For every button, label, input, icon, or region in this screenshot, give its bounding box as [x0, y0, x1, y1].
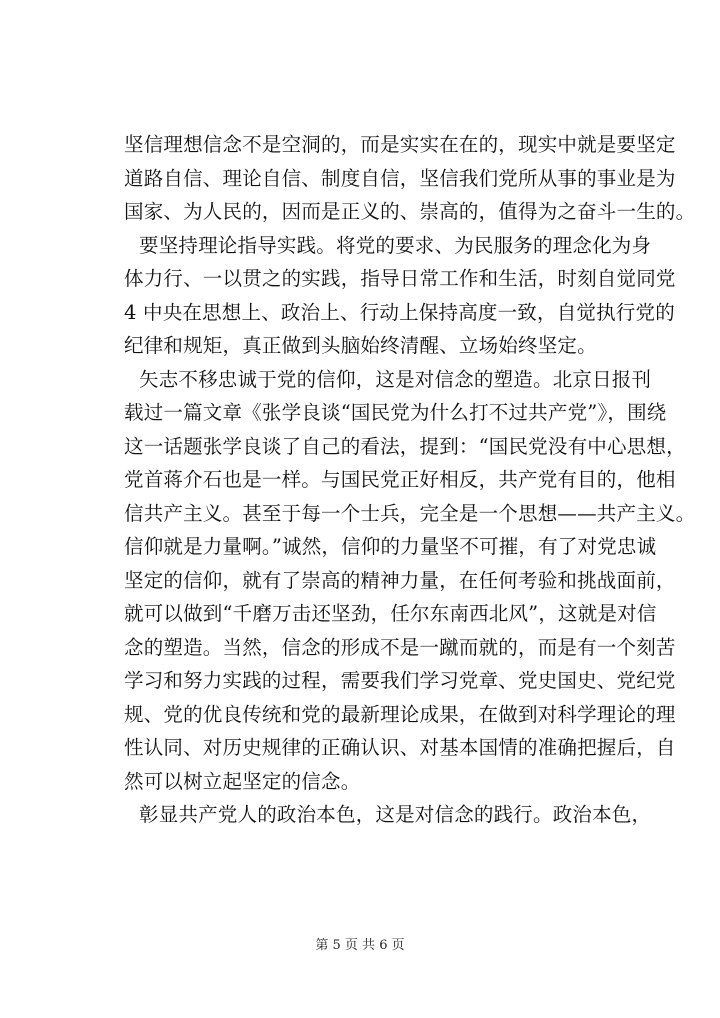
text-line: 纪律和规矩，真正做到头脑始终清醒、立场始终坚定。	[124, 334, 597, 357]
paragraph-start-line: 要坚持理论指导实践。将党的要求、为民服务的理念化为身	[139, 233, 652, 257]
text-line: 就可以做到“千磨万击还坚劲，任尔东南西北风”，这就是对信	[124, 602, 657, 625]
text-line: 国家、为人民的，因而是正义的、崇高的，值得为之奋斗一生的。	[124, 200, 696, 223]
text-line: 党首蒋介石也是一样。与国民党正好相反，共产党有目的，他相	[124, 468, 676, 491]
text-line: 信仰就是力量啊。”诚然，信仰的力量坚不可摧，有了对党忠诚	[124, 535, 657, 558]
text-line: 4 中央在思想上、政治上、行动上保持高度一致，自觉执行党的	[124, 300, 675, 324]
paragraph-start-line: 矢志不移忠诚于党的信仰，这是对信念的塑造。北京日报刊	[139, 367, 652, 391]
text-line: 坚信理想信念不是空洞的，而是实实在在的，现实中就是要坚定	[124, 133, 676, 156]
text-line: 道路自信、理论自信、制度自信，坚信我们党所从事的事业是为	[124, 166, 676, 190]
text-line: 坚定的信仰，就有了崇高的精神力量，在任何考验和挑战面前，	[124, 568, 676, 592]
text-line: 然可以树立起坚定的信念。	[124, 769, 361, 793]
text-line: 信共产主义。甚至于每一个士兵，完全是一个思想——共产主义。	[124, 501, 696, 525]
body-text	[124, 128, 696, 832]
text-line: 性认同、对历史规律的正确认识、对基本国情的准确把握后，自	[124, 736, 676, 759]
text-line: 体力行、一以贯之的实践，指导日常工作和生活，时刻自觉同党	[124, 267, 676, 290]
text-line: 念的塑造。当然，信念的形成不是一蹴而就的，而是有一个刻苦	[124, 635, 676, 659]
page-number-footer: 第 5 页 共 6 页	[315, 938, 405, 953]
paragraph-start-line: 彰显共产党人的政治本色，这是对信念的践行。政治本色，	[139, 803, 652, 826]
text-line: 这一话题张学良谈了自己的看法，提到：“国民党没有中心思想，	[124, 434, 686, 458]
text-line: 规、党的优良传统和党的最新理论成果，在做到对科学理论的理	[124, 702, 676, 726]
text-line: 学习和努力实践的过程，需要我们学习党章、党史国史、党纪党	[124, 669, 676, 692]
text-line: 载过一篇文章《张学良谈“国民党为什么打不过共产党”》，围绕	[124, 401, 667, 424]
